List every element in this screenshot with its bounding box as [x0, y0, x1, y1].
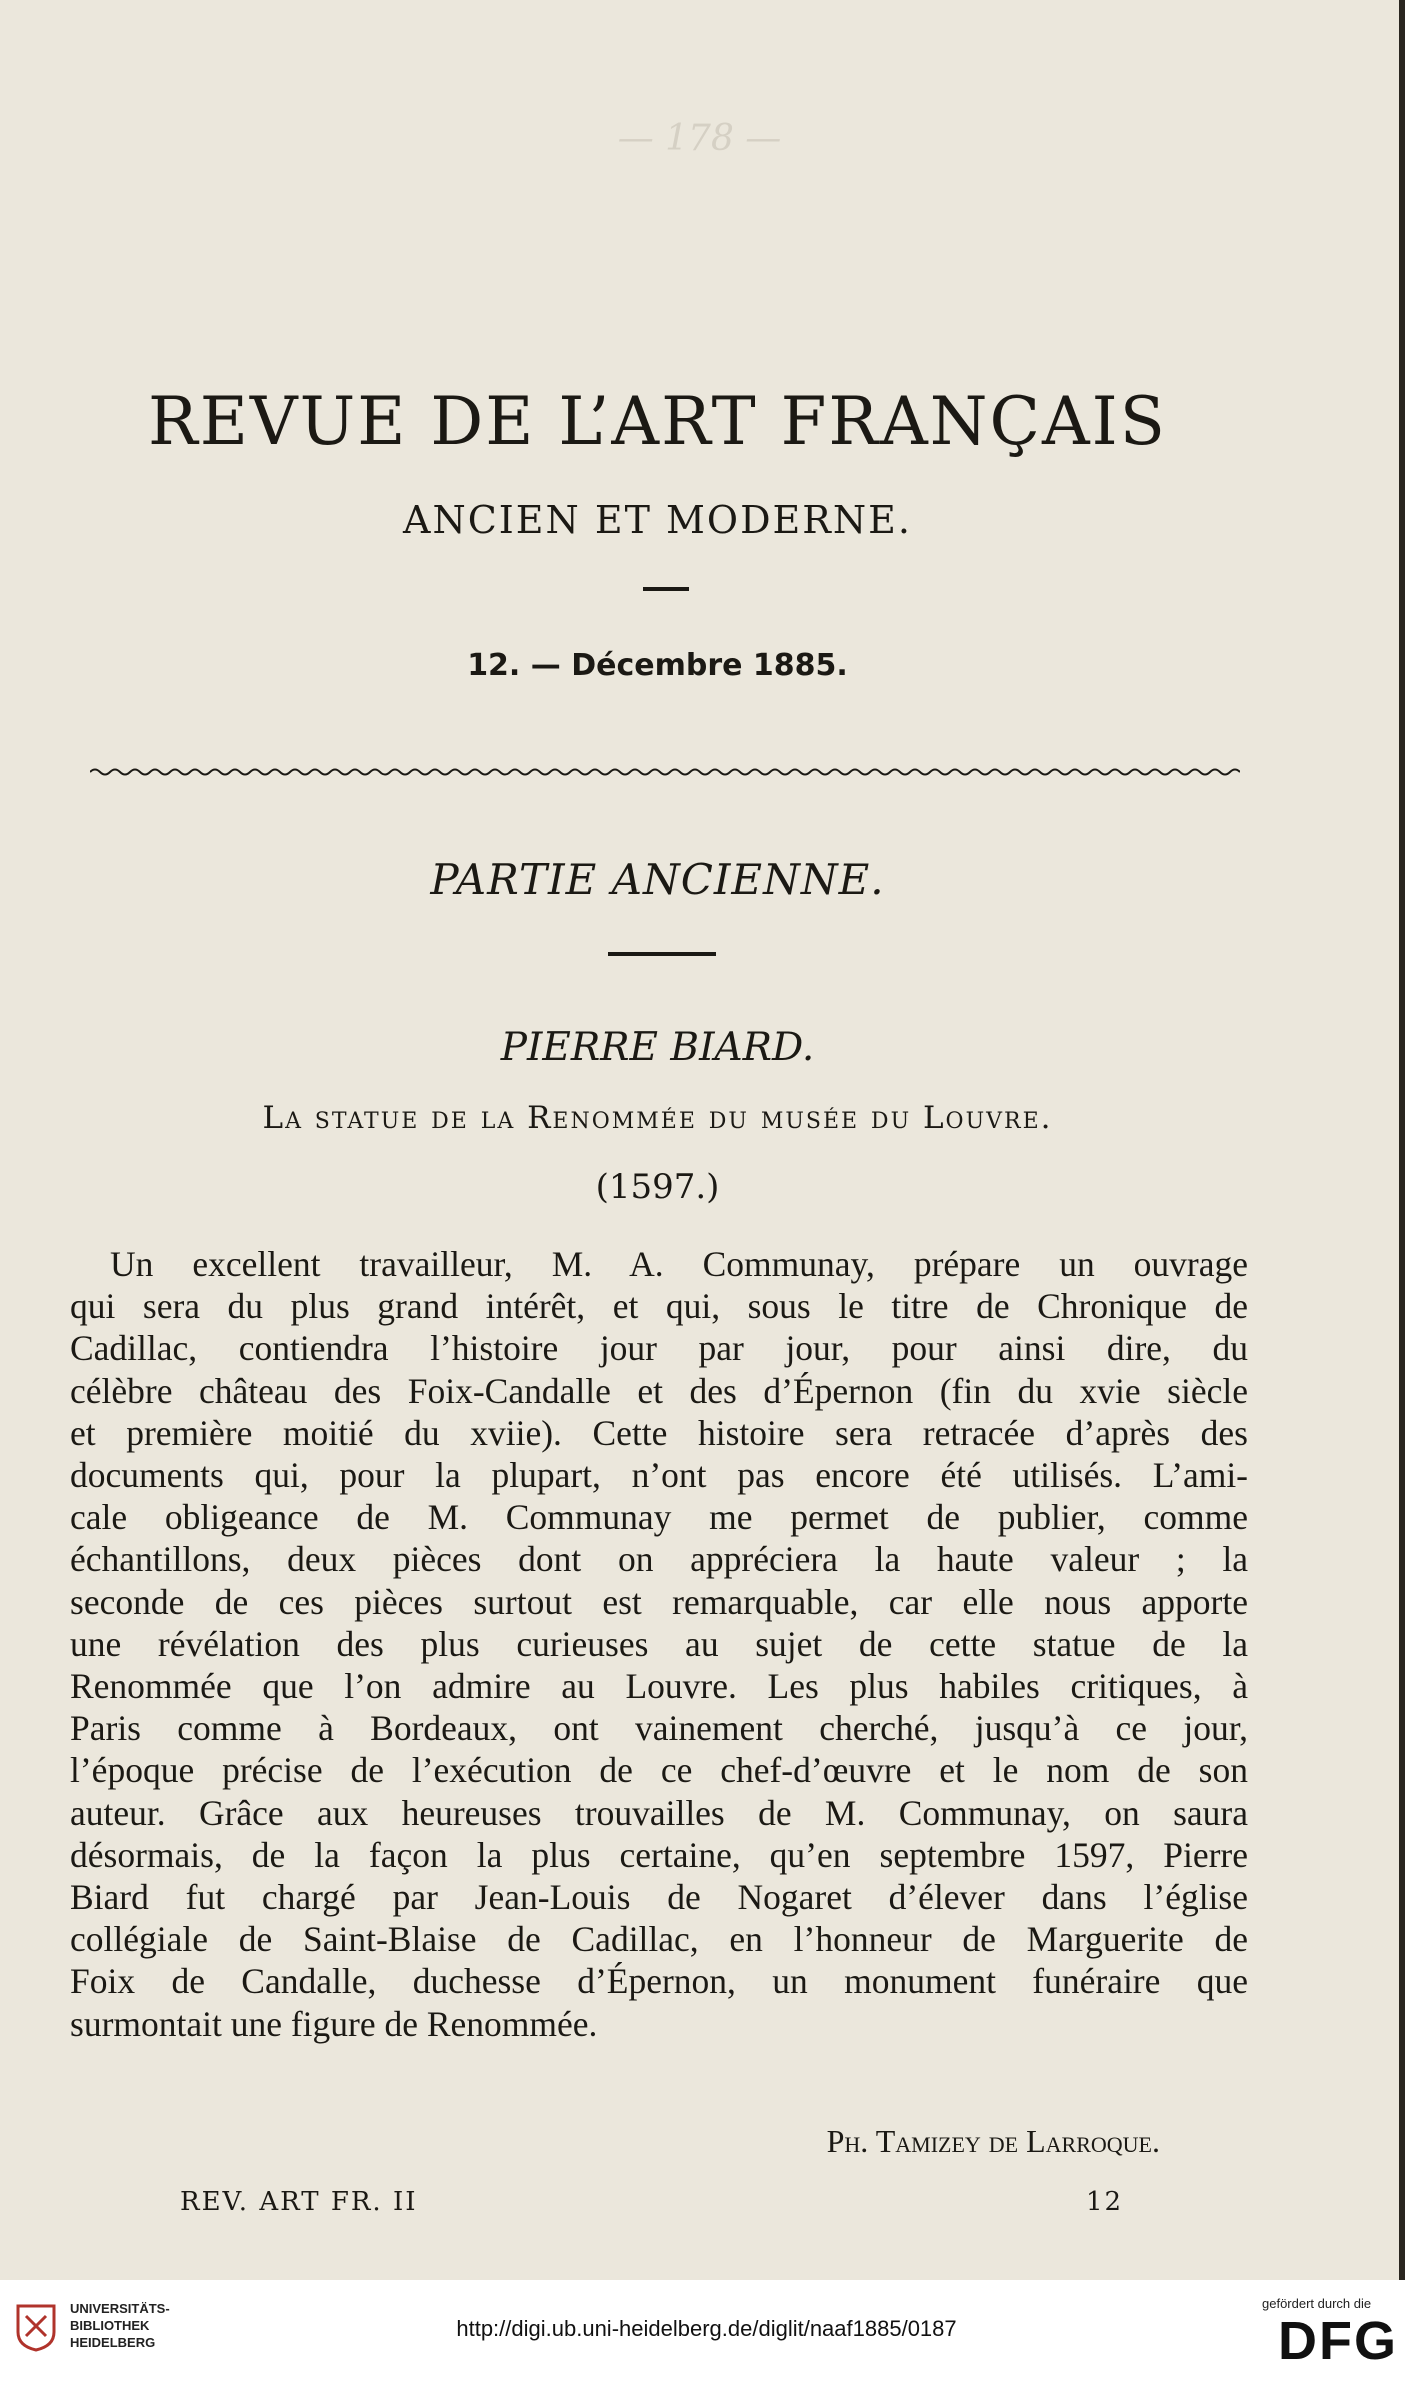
- body-line: collégiale de Saint-Blaise de Cadillac, en l’honneur de Marguerite de: [70, 1919, 1248, 1960]
- journal-subtitle: ANCIEN ET MODERNE.: [403, 498, 912, 542]
- funder-caption: gefördert durch die: [1262, 2296, 1372, 2311]
- body-line: surmontait une figure de Renommée.: [70, 2003, 598, 2044]
- short-rule: [643, 587, 689, 591]
- body-line: célèbre château des Foix-Candalle et des d’Épernon (fin du xvie siècle: [70, 1370, 1248, 1411]
- body-line: Biard fut chargé par Jean-Louis de Nogaret d’élever dans l’église: [70, 1877, 1248, 1918]
- library-name: UNIVERSITÄTS- BIBLIOTHEK HEIDELBERG: [70, 2301, 170, 2350]
- article-artist: PIERRE BIARD.: [500, 1025, 815, 1070]
- body-line: une révélation des plus curieuses au sujet de cette statue de la: [70, 1623, 1248, 1664]
- article-body: [70, 1243, 1248, 2045]
- body-line: Renommée que l’on admire au Louvre. Les plus habiles critiques, à: [70, 1666, 1248, 1707]
- journal-title: REVUE DE L’ART FRANÇAIS: [148, 383, 1167, 460]
- body-line: Un excellent travailleur, M. A. Communay, prépare un ouvrage: [110, 1244, 1248, 1284]
- permalink-url[interactable]: http://digi.ub.uni-heidelberg.de/diglit/naaf1885/0187: [456, 2316, 957, 2341]
- body-line: auteur. Grâce aux heureuses trouvailles de M. Communay, on saura: [70, 1792, 1248, 1833]
- body-line: désormais, de la façon la plus certaine, qu’en septembre 1597, Pierre: [70, 1834, 1248, 1875]
- wavy-divider: [90, 765, 1240, 779]
- issue-date: 12. — Décembre 1885.: [467, 648, 848, 683]
- article-subject: La statue de la Renommée du musée du Louvre.: [262, 1100, 1053, 1136]
- body-line: Foix de Candalle, duchesse d’Épernon, un monument funéraire que: [70, 1961, 1248, 2002]
- body-line: seconde de ces pièces surtout est remarquable, car elle nous apporte: [70, 1581, 1248, 1622]
- page-number: — 178 —: [617, 118, 782, 159]
- body-line: qui sera du plus grand intérêt, et qui, sous le titre de Chronique de: [70, 1286, 1248, 1327]
- author-signature: Ph. Tamizey de Larroque.: [826, 2123, 1160, 2159]
- article-year: (1597.): [595, 1167, 720, 1207]
- section-rule: [608, 952, 716, 956]
- dfg-logo: DFG: [1278, 2311, 1398, 2371]
- body-line: échantillons, deux pièces dont on appréciera la haute valeur ; la: [70, 1539, 1248, 1580]
- footer-journal: REV. ART FR. II: [180, 2187, 418, 2217]
- body-line: cale obligeance de M. Communay me permet de publier, comme: [70, 1497, 1248, 1538]
- body-line: documents qui, pour la plupart, n’ont pas encore été utilisés. L’ami-: [70, 1455, 1248, 1496]
- body-line: Cadillac, contiendra l’histoire jour par jour, pour ainsi dire, du: [70, 1328, 1248, 1369]
- section-heading: PARTIE ANCIENNE.: [430, 855, 885, 904]
- footer-sheet-number: 12: [1086, 2187, 1124, 2217]
- body-line: Paris comme à Bordeaux, ont vainement cherché, jusqu’à ce jour,: [70, 1708, 1248, 1749]
- viewer-footer: [0, 2280, 1413, 2384]
- body-line: et première moitié du xviie). Cette histoire sera retracée d’après des: [70, 1412, 1248, 1453]
- body-line: l’époque précise de l’exécution de ce chef-d’œuvre et le nom de son: [70, 1750, 1248, 1791]
